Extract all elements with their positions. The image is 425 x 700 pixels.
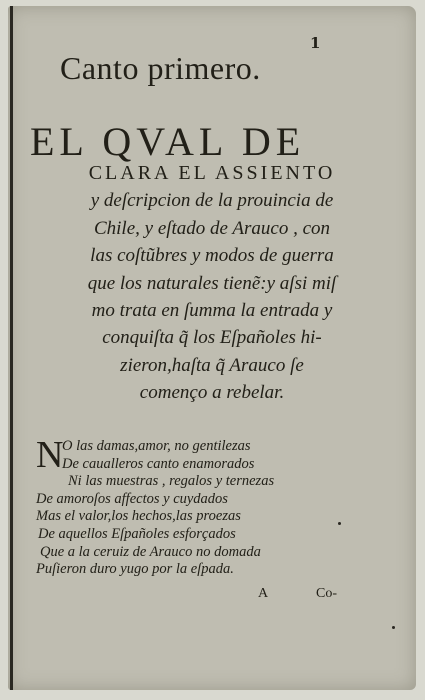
summary-line: conquiſta q̃ los Eſpañoles hi- [102,327,322,349]
stanza-dropcap: N [36,434,64,476]
summary-line: CLARA EL ASSIENTO [88,162,336,184]
signature-mark: A [258,586,269,601]
verse-line: Mas el valor,los hechos,las proezas [36,508,241,525]
summary-line: las coſtũbres y modos de guerra [90,245,334,267]
summary-line: y deſcripcion de la prouincia de [90,190,334,212]
gutter-edge [10,6,13,690]
ink-speck [392,626,395,629]
heading-capitals: EL QVAL DE [30,119,306,164]
verse-line: De amoroſos affectos y cuydados [36,490,228,507]
summary-line: Chile, y eſtado de Arauco , con [93,217,331,239]
canto-title: Canto primero. [60,50,261,86]
ink-speck [338,522,341,525]
verse-stanza [36,434,376,579]
folio-number: 1 [310,34,321,52]
summary-line: que los naturales tienẽ:y aſsi miſ [87,272,337,294]
canto-summary [24,160,400,407]
verse-line: De aquellos Eſpañoles esforçados [38,525,236,542]
catchword: Co- [316,586,337,601]
summary-line: zieron,haſta q̃ Arauco ſe [120,354,304,376]
verse-line: O las damas,amor, no gentilezas [62,438,251,454]
summary-line: començo a rebelar. [139,382,285,404]
verse-line: De caualleros canto enamorados [62,455,255,472]
verse-line: Ni las muestras , regalos y ternezas [68,473,275,490]
summary-line: mo trata en ſumma la entrada y [91,300,333,322]
verse-line: Puſieron duro yugo por la eſpada. [36,561,234,578]
verse-line: Que a la ceruiz de Arauco no domada [40,543,261,560]
